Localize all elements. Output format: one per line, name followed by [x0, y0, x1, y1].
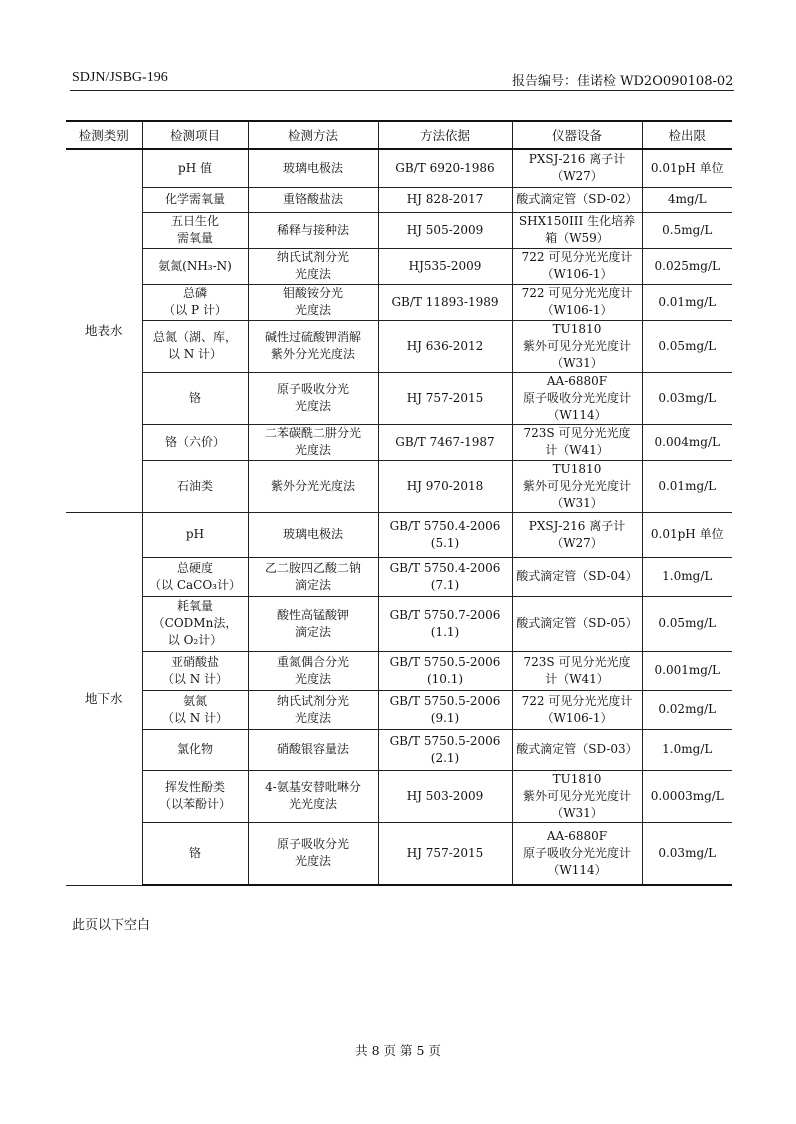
basis-cell: HJ535-2009	[378, 248, 512, 284]
equipment-cell: PXSJ-216 离子计 （W27）	[512, 512, 642, 557]
table-row	[66, 372, 732, 424]
table-row	[66, 690, 732, 729]
equipment-cell: 722 可见分光光度计 （W106-1）	[512, 248, 642, 284]
limit-cell: 0.02mg/L	[642, 690, 732, 729]
limit-cell: 0.03mg/L	[642, 822, 732, 885]
method-cell: 纳氏试剂分光 光度法	[248, 248, 378, 284]
method-cell: 玻璃电极法	[248, 149, 378, 187]
equipment-cell: 723S 可见分光光度 计（W41）	[512, 651, 642, 690]
table-row	[66, 770, 732, 822]
basis-cell: HJ 757-2015	[378, 822, 512, 885]
basis-cell: GB/T 5750.4-2006 (7.1)	[378, 557, 512, 596]
document-code: SDJN/JSBG-196	[72, 70, 168, 85]
method-cell: 4-氨基安替吡啉分 光光度法	[248, 770, 378, 822]
table-row	[66, 822, 732, 885]
method-cell: 二苯碳酰二肼分光 光度法	[248, 424, 378, 460]
basis-cell: HJ 636-2012	[378, 320, 512, 372]
table-row	[66, 284, 732, 320]
limit-cell: 0.03mg/L	[642, 372, 732, 424]
method-cell: 紫外分光光度法	[248, 460, 378, 512]
limit-cell: 0.05mg/L	[642, 596, 732, 651]
column-header: 检测类别	[66, 121, 142, 149]
table-row	[66, 596, 732, 651]
basis-cell: GB/T 5750.4-2006 (5.1)	[378, 512, 512, 557]
item-cell: 总氮（湖、库， 以 N 计）	[142, 320, 248, 372]
method-cell: 玻璃电极法	[248, 512, 378, 557]
table-row	[66, 424, 732, 460]
method-cell: 硝酸银容量法	[248, 729, 378, 770]
table-row	[66, 651, 732, 690]
table-group-groundwater	[66, 512, 732, 885]
basis-cell: GB/T 11893-1989	[378, 284, 512, 320]
limit-cell: 0.004mg/L	[642, 424, 732, 460]
method-cell: 重铬酸盐法	[248, 187, 378, 212]
basis-cell: GB/T 5750.5-2006 (10.1)	[378, 651, 512, 690]
table-row	[66, 212, 732, 248]
equipment-cell: AA-6880F 原子吸收分光光度计 （W114）	[512, 372, 642, 424]
item-cell: 化学需氧量	[142, 187, 248, 212]
equipment-cell: TU1810 紫外可见分光光度计 （W31）	[512, 770, 642, 822]
limit-cell: 0.01mg/L	[642, 460, 732, 512]
column-header: 检测项目	[142, 121, 248, 149]
method-cell: 钼酸铵分光 光度法	[248, 284, 378, 320]
table-row	[66, 557, 732, 596]
limit-cell: 0.01pH 单位	[642, 149, 732, 187]
equipment-cell: 722 可见分光光度计 （W106-1）	[512, 690, 642, 729]
basis-cell: GB/T 7467-1987	[378, 424, 512, 460]
item-cell: pH	[142, 512, 248, 557]
equipment-cell: SHX150III 生化培养 箱（W59）	[512, 212, 642, 248]
page-number: 共 8 页 第 5 页	[355, 1043, 441, 1058]
limit-cell: 0.05mg/L	[642, 320, 732, 372]
basis-cell: HJ 757-2015	[378, 372, 512, 424]
limit-cell: 0.01pH 单位	[642, 512, 732, 557]
table-row	[66, 320, 732, 372]
item-cell: 铬	[142, 372, 248, 424]
method-cell: 乙二胺四乙酸二钠 滴定法	[248, 557, 378, 596]
table-row	[66, 512, 732, 557]
basis-cell: HJ 505-2009	[378, 212, 512, 248]
item-cell: 五日生化 需氧量	[142, 212, 248, 248]
table-row	[66, 149, 732, 187]
column-header: 方法依据	[378, 121, 512, 149]
basis-cell: GB/T 5750.7-2006 (1.1)	[378, 596, 512, 651]
category-cell: 地下水	[66, 512, 142, 885]
equipment-cell: 酸式滴定管（SD-02）	[512, 187, 642, 212]
equipment-cell: PXSJ-216 离子计 （W27）	[512, 149, 642, 187]
limit-cell: 1.0mg/L	[642, 557, 732, 596]
basis-cell: HJ 828-2017	[378, 187, 512, 212]
column-header: 检测方法	[248, 121, 378, 149]
item-cell: 耗氧量 （CODMn法， 以 O₂计）	[142, 596, 248, 651]
report-number: 报告编号：佳诺检 WD2O090108-02	[512, 74, 734, 89]
limit-cell: 0.025mg/L	[642, 248, 732, 284]
test-methods-table	[66, 120, 732, 886]
item-cell: 氨氮 （以 N 计）	[142, 690, 248, 729]
equipment-cell: 723S 可见分光光度 计（W41）	[512, 424, 642, 460]
method-cell: 酸性高锰酸钾 滴定法	[248, 596, 378, 651]
limit-cell: 0.0003mg/L	[642, 770, 732, 822]
method-cell: 碱性过硫酸钾消解 紫外分光光度法	[248, 320, 378, 372]
item-cell: 亚硝酸盐 （以 N 计）	[142, 651, 248, 690]
method-cell: 纳氏试剂分光 光度法	[248, 690, 378, 729]
equipment-cell: 酸式滴定管（SD-03）	[512, 729, 642, 770]
method-cell: 重氮偶合分光 光度法	[248, 651, 378, 690]
limit-cell: 0.5mg/L	[642, 212, 732, 248]
category-cell: 地表水	[66, 149, 142, 512]
column-header: 仪器设备	[512, 121, 642, 149]
basis-cell: GB/T 5750.5-2006 (9.1)	[378, 690, 512, 729]
column-header: 检出限	[642, 121, 732, 149]
header-divider	[70, 90, 734, 91]
item-cell: 铬	[142, 822, 248, 885]
blank-page-note: 此页以下空白	[72, 918, 151, 933]
equipment-cell: 酸式滴定管（SD-05）	[512, 596, 642, 651]
equipment-cell: AA-6880F 原子吸收分光光度计 （W114）	[512, 822, 642, 885]
item-cell: 铬（六价）	[142, 424, 248, 460]
equipment-cell: 722 可见分光光度计 （W106-1）	[512, 284, 642, 320]
method-cell: 原子吸收分光 光度法	[248, 372, 378, 424]
basis-cell: HJ 970-2018	[378, 460, 512, 512]
item-cell: 石油类	[142, 460, 248, 512]
item-cell: 总硬度 （以 CaCO₃计）	[142, 557, 248, 596]
equipment-cell: TU1810 紫外可见分光光度计 （W31）	[512, 460, 642, 512]
item-cell: 氯化物	[142, 729, 248, 770]
item-cell: 挥发性酚类 （以苯酚计）	[142, 770, 248, 822]
item-cell: 总磷 （以 P 计）	[142, 284, 248, 320]
method-cell: 原子吸收分光 光度法	[248, 822, 378, 885]
table-row	[66, 187, 732, 212]
method-cell: 稀释与接种法	[248, 212, 378, 248]
item-cell: pH 值	[142, 149, 248, 187]
item-cell: 氨氮(NH₃-N)	[142, 248, 248, 284]
basis-cell: HJ 503-2009	[378, 770, 512, 822]
table-row	[66, 460, 732, 512]
limit-cell: 1.0mg/L	[642, 729, 732, 770]
equipment-cell: TU1810 紫外可见分光光度计 （W31）	[512, 320, 642, 372]
equipment-cell: 酸式滴定管（SD-04）	[512, 557, 642, 596]
table-group-surface-water	[66, 149, 732, 512]
table-header-row	[66, 121, 732, 149]
limit-cell: 0.001mg/L	[642, 651, 732, 690]
table-row	[66, 729, 732, 770]
table-row	[66, 248, 732, 284]
basis-cell: GB/T 5750.5-2006 (2.1)	[378, 729, 512, 770]
limit-cell: 0.01mg/L	[642, 284, 732, 320]
limit-cell: 4mg/L	[642, 187, 732, 212]
basis-cell: GB/T 6920-1986	[378, 149, 512, 187]
